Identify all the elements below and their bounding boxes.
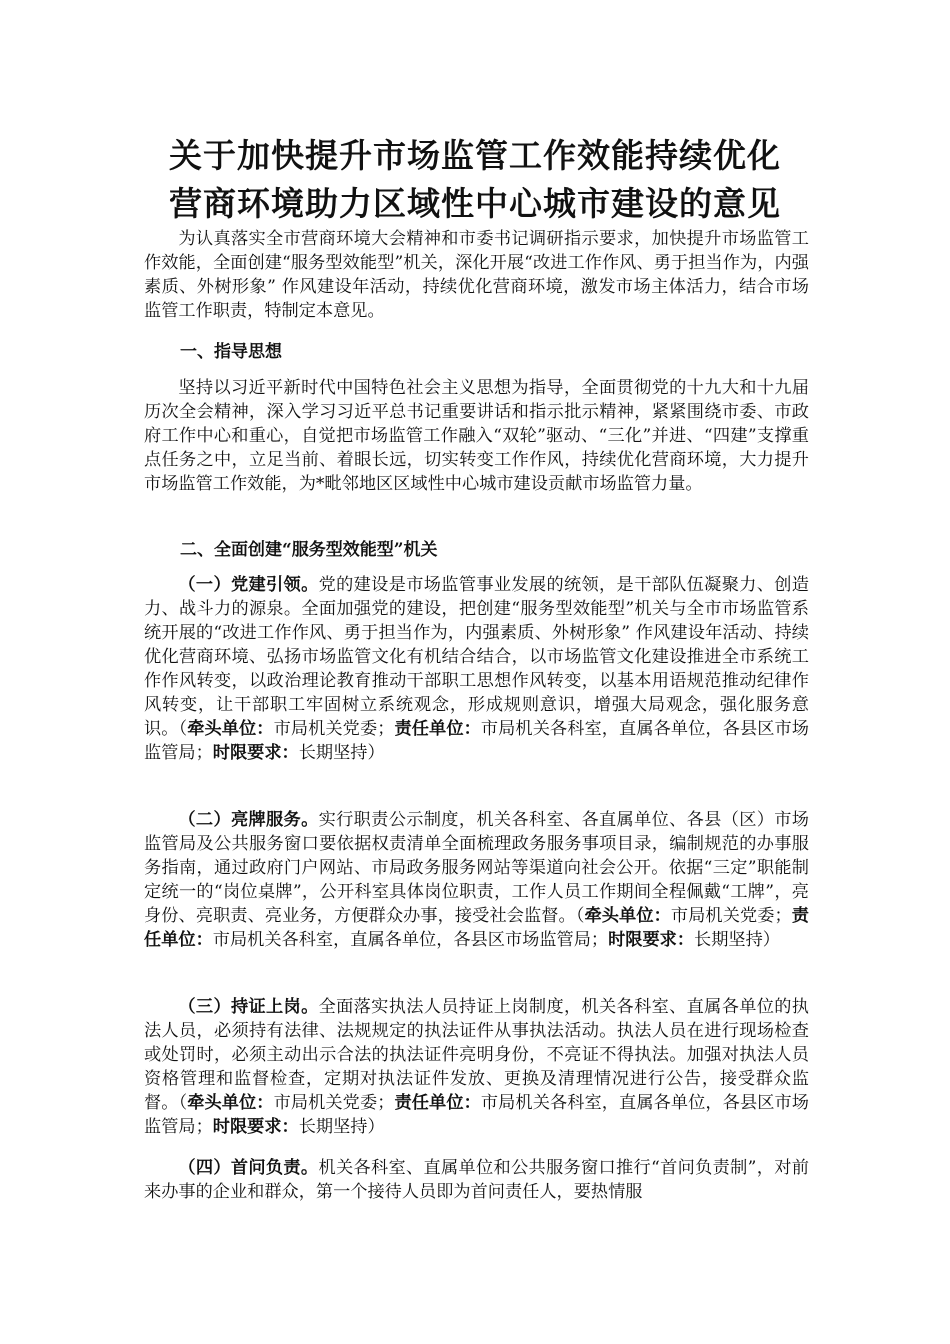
- item-3-body: 全面落实执法人员持证上岗制度，机关各科室、直属各单位的执法人员，必须持有法律、法规规定的执法证件从事执法活动。执法人员在进行现场检查或处罚时，必须主动出示合法的执法证件亮明身份，不亮证不得执法。加强对执法人员资格管理和监督检查，定期对执法证件发放、更换及清理情况进行公告，接受群众监督。（: [144, 997, 809, 1113]
- section-1-body: 坚持以习近平新时代中国特色社会主义思想为指导，全面贯彻党的十九大和十九届历次全会精神，深入学习习近平总书记重要讲话和指示批示精神，紧紧围绕市委、市政府工作中心和重心，自觉把市场监管工作融入“双轮”驱动、“三化”并进、“四建”支撑重点任务之中，立足当前、着眼长远，切实转变工作作风，持续优化营商环境，大力提升市场监管工作效能，为*毗邻地区区域性中心城市建设贡献市场监管力量。: [144, 378, 809, 494]
- document-title-line-2: 营商环境助力区域性中心城市建设的意见: [169, 184, 781, 223]
- item-1-label: （一）党建引领。: [178, 575, 319, 595]
- item-2-lead: 市局机关党委；: [670, 906, 792, 926]
- item-1-time: 长期坚持）: [298, 743, 385, 763]
- item-2-resp-label: 责任单位：: [144, 906, 809, 950]
- item-1-paragraph: [144, 573, 809, 765]
- item-3-lead: 市局机关党委；: [273, 1093, 395, 1113]
- item-3-time-label: 时限要求：: [212, 1117, 299, 1137]
- document-title-line-1: 关于加快提升市场监管工作效能持续优化: [169, 136, 781, 175]
- item-1-resp-label: 责任单位：: [394, 719, 481, 739]
- item-4-body: 机关各科室、直属单位和公共服务窗口推行“首问负责制”，对前来办事的企业和群众，第一个接待人员即为首问责任人，要热情服: [144, 1158, 809, 1202]
- section-1-heading: 一、指导思想: [180, 342, 282, 362]
- section-2-heading: 二、全面创建“服务型效能型”机关: [180, 540, 438, 560]
- item-1-body: 党的建设是市场监管事业发展的统领，是干部队伍凝聚力、创造力、战斗力的源泉。全面加强党的建设，把创建“服务型效能型”机关与全市市场监管系统开展的“改进工作作风、勇于担当作为，内强素质、外树形象” 作风建设年活动、持续优化营商环境、弘扬市场监管文化有机结合结合，以市场监管文化建设推进全市系统工作作风转变，以政治理论教育推动干部职工思想作风转变，以基本用语规范推动纪律作风转变，让干部职工牢固树立系统观念，形成规则意识，增强大局观念，强化服务意识。（: [144, 575, 809, 739]
- item-2-label: （二）亮牌服务。: [178, 810, 319, 830]
- item-2-time: 长期坚持）: [694, 930, 780, 950]
- item-2-body: 实行职责公示制度，机关各科室、各直属单位、各县（区）市场监管局及公共服务窗口要依据权责清单全面梳理政务服务事项目录，编制规范的办事服务指南，通过政府门户网站、市局政务服务网站等渠道向社会公开。依据“三定”职能制定统一的“岗位桌牌”，公开科室具体岗位职责，工作人员工作期间全程佩戴“工牌”，亮身份、亮职责、亮业务，方便群众办事，接受社会监督。（: [144, 810, 809, 926]
- item-4-paragraph: [144, 1156, 809, 1204]
- item-4-label: （四）首问负责。: [178, 1158, 319, 1178]
- item-1-lead-label: 牵头单位：: [187, 719, 274, 739]
- item-2-lead-label: 牵头单位：: [584, 906, 671, 926]
- item-2-paragraph: [144, 808, 809, 952]
- item-3-time: 长期坚持）: [298, 1117, 385, 1137]
- item-3-lead-label: 牵头单位：: [187, 1093, 274, 1113]
- item-1-resp: 市局机关各科室，直属各单位，各县区市场监管局；: [144, 719, 809, 763]
- item-2-resp: 市局机关各科室，直属各单位，各县区市场监管局；: [212, 930, 609, 950]
- item-3-resp: 市局机关各科室，直属各单位，各县区市场监管局；: [144, 1093, 809, 1137]
- item-3-resp-label: 责任单位：: [394, 1093, 481, 1113]
- item-1-lead: 市局机关党委；: [273, 719, 395, 739]
- item-3-paragraph: [144, 995, 809, 1139]
- item-2-time-label: 时限要求：: [608, 930, 695, 950]
- intro-paragraph: 为认真落实全市营商环境大会精神和市委书记调研指示要求，加快提升市场监管工作效能，全面创建“服务型效能型”机关，深化开展“改进工作作风、勇于担当作为，内强素质、外树形象” 作风建设年活动，持续优化营商环境，激发市场主体活力，结合市场监管工作职责，特制定本意见。: [144, 229, 809, 321]
- item-1-time-label: 时限要求：: [212, 743, 299, 763]
- item-3-label: （三）持证上岗。: [178, 997, 319, 1017]
